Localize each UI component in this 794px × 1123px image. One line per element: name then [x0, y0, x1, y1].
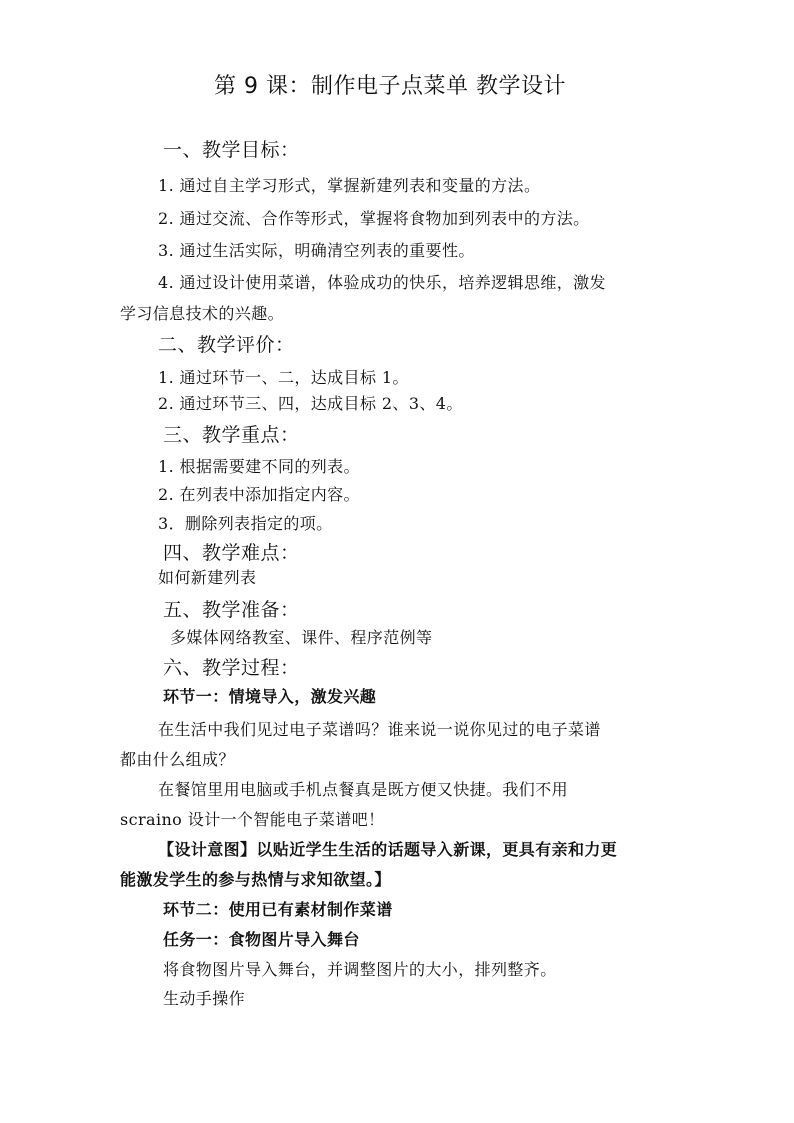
key-point-item-3: 3．删除列表指定的项。	[158, 514, 333, 533]
section-heading-preparation: 五、教学准备：	[163, 599, 300, 621]
goal-item-4-continued: 学习信息技术的兴趣。	[120, 304, 285, 323]
section-heading-difficulties: 四、教学难点：	[163, 542, 300, 564]
step1-paragraph1-line1: 在生活中我们见过电子菜谱吗？谁来说一说你见过的电子菜谱	[158, 720, 601, 739]
section-heading-process: 六、教学过程：	[163, 657, 300, 679]
section-heading-goals: 一、教学目标：	[163, 139, 300, 161]
goal-item-2: 2. 通过交流、合作等形式，掌握将食物加到列表中的方法。	[158, 209, 590, 228]
design-intent-line2: 能激发学生的参与热情与求知欲望。】	[120, 870, 391, 889]
goal-item-4: 4. 通过设计使用菜谱，体验成功的快乐，培养逻辑思维，激发	[158, 273, 606, 292]
step1-paragraph2-line2: scraino 设计一个智能电子菜谱吧！	[120, 810, 385, 829]
key-point-item-1: 1. 根据需要建不同的列表。	[158, 457, 360, 476]
task1-title: 任务一：食物图片导入舞台	[163, 930, 360, 949]
difficulty-text: 如何新建列表	[158, 568, 257, 587]
design-intent-line1: 【设计意图】以贴近学生生活的话题导入新课，更具有亲和力更	[158, 840, 618, 859]
evaluation-item-2: 2. 通过环节三、四，达成目标 2、3、4。	[158, 394, 463, 413]
step1-title: 环节一：情境导入，激发兴趣	[163, 687, 377, 706]
step1-paragraph1-line2: 都由什么组成？	[120, 750, 235, 769]
goal-item-3: 3. 通过生活实际，明确清空列表的重要性。	[158, 241, 475, 260]
goal-item-1: 1. 通过自主学习形式，掌握新建列表和变量的方法。	[158, 176, 541, 195]
document-title: 第 9 课：制作电子点菜单 教学设计	[214, 74, 566, 99]
step1-paragraph2-line1: 在餐馆里用电脑或手机点餐真是既方便又快捷。我们不用	[158, 780, 569, 799]
step2-title: 环节二：使用已有素材制作菜谱	[163, 900, 393, 919]
task1-note: 生动手操作	[163, 989, 246, 1008]
key-point-item-2: 2. 在列表中添加指定内容。	[158, 485, 360, 504]
evaluation-item-1: 1. 通过环节一、二，达成目标 1。	[158, 368, 409, 387]
section-heading-evaluation: 二、教学评价：	[158, 334, 295, 356]
preparation-text: 多媒体网络教室、课件、程序范例等	[170, 628, 433, 647]
section-heading-key-points: 三、教学重点：	[163, 424, 300, 446]
task1-text: 将食物图片导入舞台，并调整图片的大小，排列整齐。	[163, 960, 557, 979]
